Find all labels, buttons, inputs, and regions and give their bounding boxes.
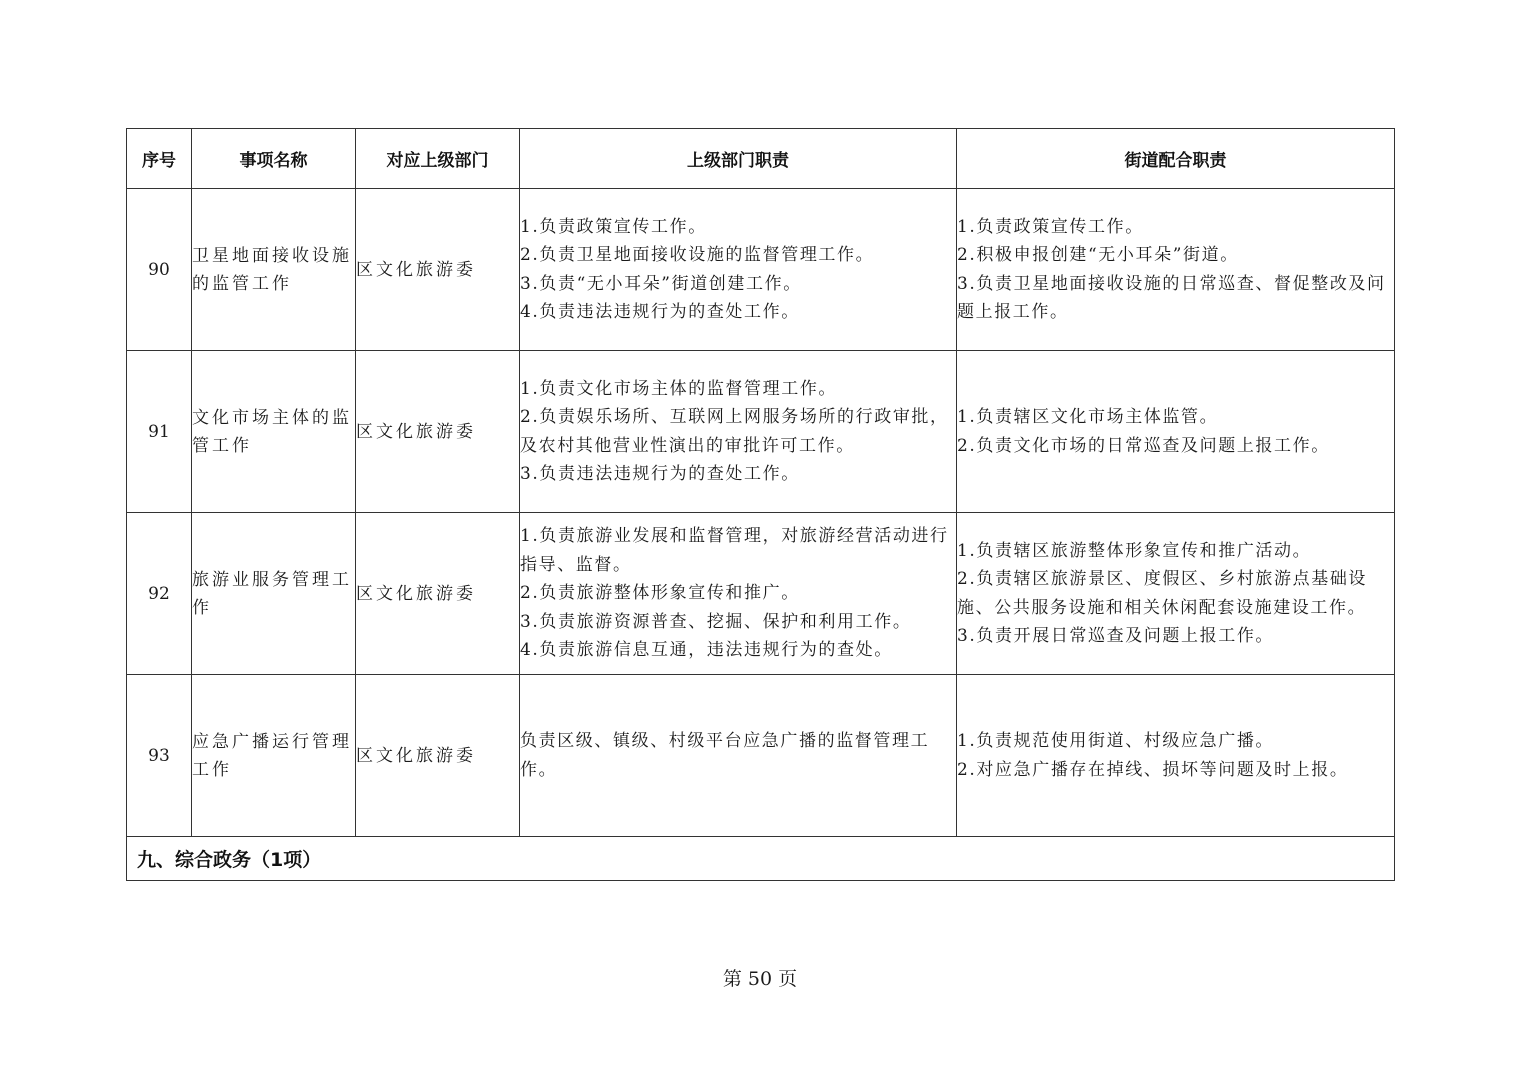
duty-line: 1.负责旅游业发展和监督管理，对旅游经营活动进行指导、监督。 <box>520 526 949 575</box>
duty-line: 2.对应急广播存在掉线、损坏等问题及时上报。 <box>957 759 1349 780</box>
table-row <box>127 351 1395 513</box>
table-row <box>127 189 1395 351</box>
duty-line: 2.负责文化市场的日常巡查及问题上报工作。 <box>957 435 1330 456</box>
table-row <box>127 513 1395 675</box>
duty-line: 4.负责旅游信息互通，违法违规行为的查处。 <box>520 640 893 661</box>
header-street-duty: 街道配合职责 <box>957 129 1395 189</box>
duty-line: 4.负责违法违规行为的查处工作。 <box>520 302 800 322</box>
duty-line: 2.负责旅游整体形象宣传和推广。 <box>520 583 800 604</box>
duty-line: 3.负责开展日常巡查及问题上报工作。 <box>957 626 1275 646</box>
duty-line: 3.负责违法违规行为的查处工作。 <box>520 464 800 484</box>
responsibility-table <box>126 128 1395 881</box>
row-item-name: 应急广播运行管理工作 <box>192 675 356 837</box>
duty-line: 1.负责政策宣传工作。 <box>957 216 1144 237</box>
duty-line: 3.负责旅游资源普查、挖掘、保护和利用工作。 <box>520 611 912 632</box>
header-item-name: 事项名称 <box>192 129 356 189</box>
duty-line: 1.负责文化市场主体的监督管理工作。 <box>520 378 838 399</box>
row-department: 区文化旅游委 <box>356 513 520 675</box>
row-upper-duty <box>520 513 957 675</box>
row-upper-duty <box>520 675 957 837</box>
duty-line: 2.负责辖区旅游景区、度假区、乡村旅游点基础设施、公共服务设施和相关休闲配套设施建设工作。 <box>957 569 1368 618</box>
row-department: 区文化旅游委 <box>356 675 520 837</box>
duty-line: 2.负责卫星地面接收设施的监督管理工作。 <box>520 245 875 265</box>
row-item-name: 旅游业服务管理工作 <box>192 513 356 675</box>
row-street-duty <box>957 351 1395 513</box>
duty-line: 3.负责卫星地面接收设施的日常巡查、督促整改及问题上报工作。 <box>957 273 1386 322</box>
section-heading-row <box>127 837 1395 881</box>
page-number: 第 50 页 <box>722 968 798 990</box>
duty-line: 2.积极申报创建“无小耳朵”街道。 <box>957 245 1239 265</box>
row-item-name: 卫星地面接收设施的监管工作 <box>192 189 356 351</box>
row-seq: 93 <box>127 675 192 837</box>
duty-line: 负责区级、镇级、村级平台应急广播的监督管理工作。 <box>520 731 930 780</box>
row-street-duty <box>957 513 1395 675</box>
header-upper-duty: 上级部门职责 <box>520 129 957 189</box>
row-street-duty <box>957 189 1395 351</box>
duty-line: 1.负责规范使用街道、村级应急广播。 <box>957 731 1275 751</box>
row-upper-duty <box>520 351 957 513</box>
duty-line: 1.负责辖区旅游整体形象宣传和推广活动。 <box>957 540 1312 561</box>
row-department: 区文化旅游委 <box>356 351 520 513</box>
row-department: 区文化旅游委 <box>356 189 520 351</box>
header-department: 对应上级部门 <box>356 129 520 189</box>
duty-line: 1.负责辖区文化市场主体监管。 <box>957 407 1219 427</box>
table-row <box>127 675 1395 837</box>
row-seq: 92 <box>127 513 192 675</box>
row-street-duty <box>957 675 1395 837</box>
duty-line: 2.负责娱乐场所、互联网上网服务场所的行政审批，及农村其他营业性演出的审批许可工作。 <box>520 407 949 456</box>
section-heading: 九、综合政务（1项） <box>127 837 1395 881</box>
row-item-name: 文化市场主体的监管工作 <box>192 351 356 513</box>
row-seq: 91 <box>127 351 192 513</box>
header-seq: 序号 <box>127 129 192 189</box>
duty-line: 1.负责政策宣传工作。 <box>520 216 707 237</box>
row-seq: 90 <box>127 189 192 351</box>
table-header-row <box>127 129 1395 189</box>
row-upper-duty <box>520 189 957 351</box>
duty-line: 3.负责“无小耳朵”街道创建工作。 <box>520 273 802 294</box>
